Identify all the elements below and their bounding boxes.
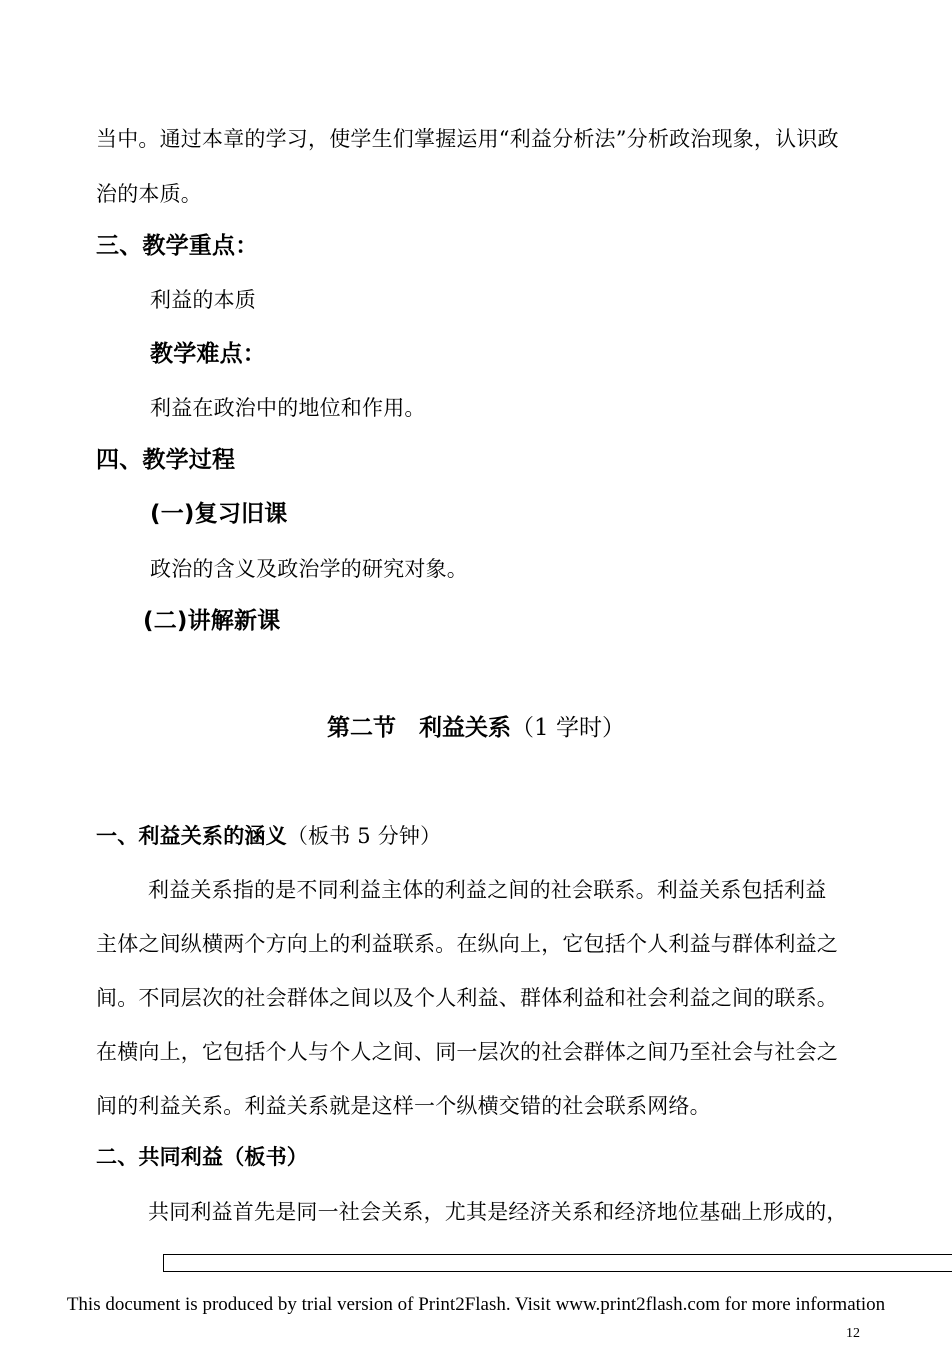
intro-line-2: 治的本质。 xyxy=(96,182,202,206)
part-2-line-1: 共同利益首先是同一社会关系，尤其是经济关系和经济地位基础上形成的， xyxy=(148,1200,848,1224)
lesson-title-suffix: （1 学时） xyxy=(511,715,625,741)
difficulty-heading: 教学难点： xyxy=(150,341,266,367)
part-1-line-5: 间的利益关系。利益关系就是这样一个纵横交错的社会联系网络。 xyxy=(96,1094,711,1118)
review-text: 政治的含义及政治学的研究对象。 xyxy=(150,557,468,581)
footer-box xyxy=(163,1254,952,1272)
key-point-text: 利益的本质 xyxy=(150,288,256,312)
new-lesson-heading: (二)讲解新课 xyxy=(143,608,281,634)
trial-notice: This document is produced by trial version of Print2Flash. Visit www.print2flash.com for more information xyxy=(66,1294,886,1315)
page-number: 12 xyxy=(846,1326,860,1341)
section-3-heading: 三、教学重点： xyxy=(96,233,259,259)
lesson-title xyxy=(0,713,952,743)
part-1-line-4: 在横向上，它包括个人与个人之间、同一层次的社会群体之间乃至社会与社会之 xyxy=(96,1040,838,1064)
part-2-heading: 二、共同利益（板书） xyxy=(96,1145,308,1169)
part-1-line-2: 主体之间纵横两个方向上的利益联系。在纵向上，它包括个人利益与群体利益之 xyxy=(96,932,838,956)
lesson-title-main: 第二节 利益关系 xyxy=(327,715,512,741)
part-1-line-1: 利益关系指的是不同利益主体的利益之间的社会联系。利益关系包括利益 xyxy=(148,878,827,902)
part-1-heading xyxy=(96,822,441,850)
review-heading: (一)复习旧课 xyxy=(150,501,288,527)
section-4-heading: 四、教学过程 xyxy=(96,447,236,473)
part-1-heading-main: 一、利益关系的涵义 xyxy=(96,824,287,848)
part-1-line-3: 间。不同层次的社会群体之间以及个人利益、群体利益和社会利益之间的联系。 xyxy=(96,986,838,1010)
part-1-heading-note: （板书 5 分钟） xyxy=(286,824,442,848)
difficulty-text: 利益在政治中的地位和作用。 xyxy=(150,396,426,420)
intro-line-1: 当中。通过本章的学习，使学生们掌握运用“利益分析法”分析政治现象，认识政 xyxy=(96,127,839,151)
